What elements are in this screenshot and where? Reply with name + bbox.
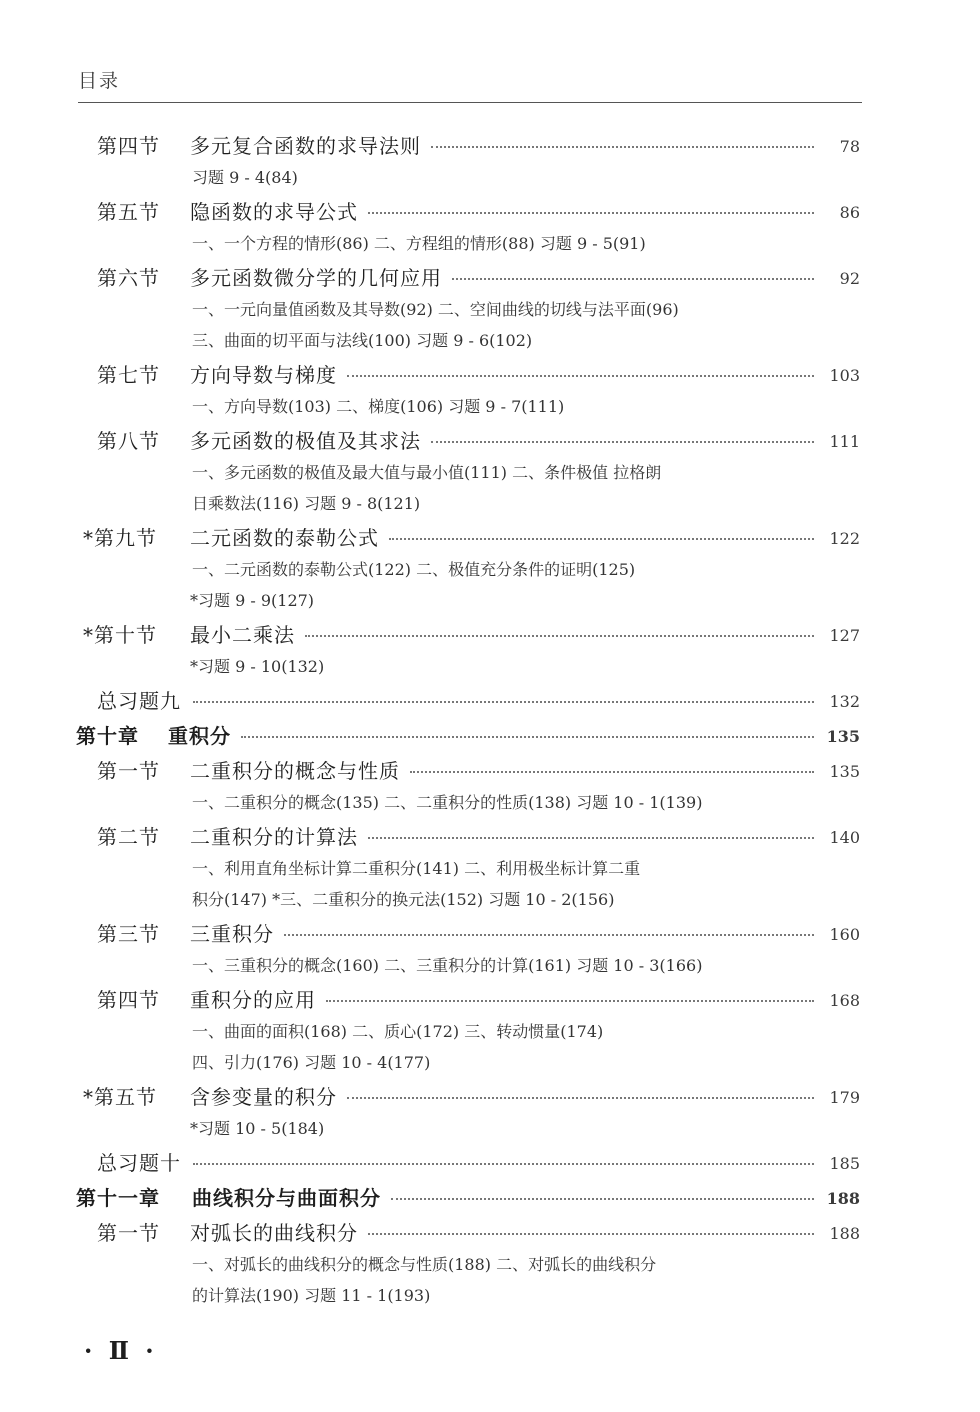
toc-review[interactable]: [0, 1147, 980, 1179]
toc-entry-label: 第二节: [97, 825, 160, 849]
dot-leader: [368, 837, 814, 839]
toc-review[interactable]: [0, 685, 980, 717]
toc-section[interactable]: [0, 196, 980, 228]
toc-page-number: 103: [829, 366, 860, 385]
toc-subentry[interactable]: 的计算法(190) 习题 11 - 1(193): [192, 1286, 431, 1305]
toc-subentry[interactable]: 四、引力(176) 习题 10 - 4(177): [192, 1053, 431, 1072]
toc-entry-title: 二元函数的泰勒公式: [190, 526, 379, 550]
toc-entry-label: 第六节: [97, 266, 160, 290]
toc-page-number: 78: [839, 137, 860, 156]
dot-leader: [410, 771, 814, 773]
toc-page-number: 135: [826, 727, 860, 746]
toc-entry-title: 隐函数的求导公式: [190, 200, 358, 224]
dot-leader: [431, 441, 814, 443]
toc-entry-label: 第四节: [97, 134, 160, 158]
dot-leader: [193, 1163, 814, 1165]
toc-chapter[interactable]: [0, 1182, 980, 1214]
toc-subentry[interactable]: 一、二元函数的泰勒公式(122) 二、极值充分条件的证明(125): [192, 560, 636, 579]
toc-page-number: 127: [829, 626, 860, 645]
dot-leader: [347, 1097, 814, 1099]
toc-subentry[interactable]: 积分(147) *三、二重积分的换元法(152) 习题 10 - 2(156): [192, 890, 615, 909]
header-rule: [78, 102, 862, 103]
header-title: 目录: [78, 70, 121, 92]
toc-section[interactable]: [0, 755, 980, 787]
toc-page-number: 188: [829, 1224, 860, 1243]
page-number: · Ⅱ ·: [84, 1336, 158, 1365]
toc-entry-title: 对弧长的曲线积分: [190, 1221, 358, 1245]
toc-page-number: 86: [839, 203, 860, 222]
toc-subentry[interactable]: *习题 9 - 9(127): [190, 591, 315, 610]
toc-subentry[interactable]: 一、三重积分的概念(160) 二、三重积分的计算(161) 习题 10 - 3(166): [192, 956, 703, 975]
toc-subentry[interactable]: 一、曲面的面积(168) 二、质心(172) 三、转动惯量(174): [192, 1022, 604, 1041]
dot-leader: [431, 146, 814, 148]
dot-leader: [389, 538, 814, 540]
dot-leader: [347, 375, 814, 377]
toc-entry-label: 第三节: [97, 922, 160, 946]
toc-section[interactable]: [0, 522, 980, 554]
toc-entry-title: 二重积分的计算法: [190, 825, 358, 849]
dot-leader: [452, 278, 814, 280]
toc-page-number: 135: [829, 762, 860, 781]
toc-section[interactable]: [0, 130, 980, 162]
toc-entry-title: 重积分: [168, 724, 231, 748]
toc-subentry[interactable]: 习题 9 - 4(84): [192, 168, 298, 187]
toc-entry-label: *第十节: [83, 623, 157, 647]
dot-leader: [284, 934, 814, 936]
toc-subentry[interactable]: 一、一元向量值函数及其导数(92) 二、空间曲线的切线与法平面(96): [192, 300, 679, 319]
toc-subentry[interactable]: *习题 9 - 10(132): [190, 657, 325, 676]
toc-section[interactable]: [0, 1081, 980, 1113]
toc-entry-label: 第一节: [97, 1221, 160, 1245]
toc-entry-title: 三重积分: [190, 922, 274, 946]
toc-page-number: 160: [829, 925, 860, 944]
toc-entry-label: 总习题十: [97, 1151, 181, 1175]
toc-entry-label: 第八节: [97, 429, 160, 453]
toc-page-number: 185: [829, 1154, 860, 1173]
toc-entry-label: 总习题九: [97, 689, 181, 713]
toc-section[interactable]: [0, 821, 980, 853]
toc-subentry[interactable]: 一、利用直角坐标计算二重积分(141) 二、利用极坐标计算二重: [192, 859, 641, 878]
toc-page-number: 140: [829, 828, 860, 847]
dot-leader: [368, 1233, 814, 1235]
toc-entry-label: *第五节: [83, 1085, 157, 1109]
toc-section[interactable]: [0, 359, 980, 391]
dot-leader: [326, 1000, 814, 1002]
toc-section[interactable]: [0, 619, 980, 651]
toc-subentry[interactable]: 一、多元函数的极值及最大值与最小值(111) 二、条件极值 拉格朗: [192, 463, 662, 482]
toc-page-number: 122: [829, 529, 860, 548]
toc-chapter[interactable]: [0, 720, 980, 752]
toc-entry-title: 最小二乘法: [190, 623, 295, 647]
toc-subentry[interactable]: 一、对弧长的曲线积分的概念与性质(188) 二、对弧长的曲线积分: [192, 1255, 657, 1274]
toc-entry-title: 多元复合函数的求导法则: [190, 134, 421, 158]
toc-subentry[interactable]: 三、曲面的切平面与法线(100) 习题 9 - 6(102): [192, 331, 533, 350]
toc-page-number: 92: [839, 269, 860, 288]
toc-subentry[interactable]: 一、二重积分的概念(135) 二、二重积分的性质(138) 习题 10 - 1(139): [192, 793, 703, 812]
toc-entry-title: 曲线积分与曲面积分: [192, 1186, 381, 1210]
toc-section[interactable]: [0, 1217, 980, 1249]
toc-entry-label: 第十章: [76, 724, 139, 748]
toc-page-number: 111: [829, 432, 860, 451]
toc-entry-label: 第五节: [97, 200, 160, 224]
toc-entry-label: 第十一章: [76, 1186, 160, 1210]
toc-entry-title: 含参变量的积分: [190, 1085, 337, 1109]
toc-entry-label: 第七节: [97, 363, 160, 387]
toc-entry-title: 重积分的应用: [190, 988, 316, 1012]
toc-section[interactable]: [0, 918, 980, 950]
toc-page-number: 179: [829, 1088, 860, 1107]
dot-leader: [391, 1198, 814, 1200]
toc-entry-label: *第九节: [83, 526, 157, 550]
toc-entry-label: 第一节: [97, 759, 160, 783]
toc-subentry[interactable]: *习题 10 - 5(184): [190, 1119, 325, 1138]
toc-entry-title: 多元函数微分学的几何应用: [190, 266, 442, 290]
toc-page-number: 188: [826, 1189, 860, 1208]
toc-section[interactable]: [0, 425, 980, 457]
toc-section[interactable]: [0, 262, 980, 294]
toc-entry-title: 多元函数的极值及其求法: [190, 429, 421, 453]
toc-entry-title: 方向导数与梯度: [190, 363, 337, 387]
toc-subentry[interactable]: 日乘数法(116) 习题 9 - 8(121): [192, 494, 421, 513]
toc-entry-label: 第四节: [97, 988, 160, 1012]
dot-leader: [305, 635, 814, 637]
dot-leader: [193, 701, 814, 703]
toc-section[interactable]: [0, 984, 980, 1016]
toc-subentry[interactable]: 一、方向导数(103) 二、梯度(106) 习题 9 - 7(111): [192, 397, 565, 416]
toc-subentry[interactable]: 一、一个方程的情形(86) 二、方程组的情形(88) 习题 9 - 5(91): [192, 234, 646, 253]
dot-leader: [241, 736, 814, 738]
toc-page-number: 132: [829, 692, 860, 711]
dot-leader: [368, 212, 814, 214]
toc-entry-title: 二重积分的概念与性质: [190, 759, 400, 783]
toc-page-number: 168: [829, 991, 860, 1010]
